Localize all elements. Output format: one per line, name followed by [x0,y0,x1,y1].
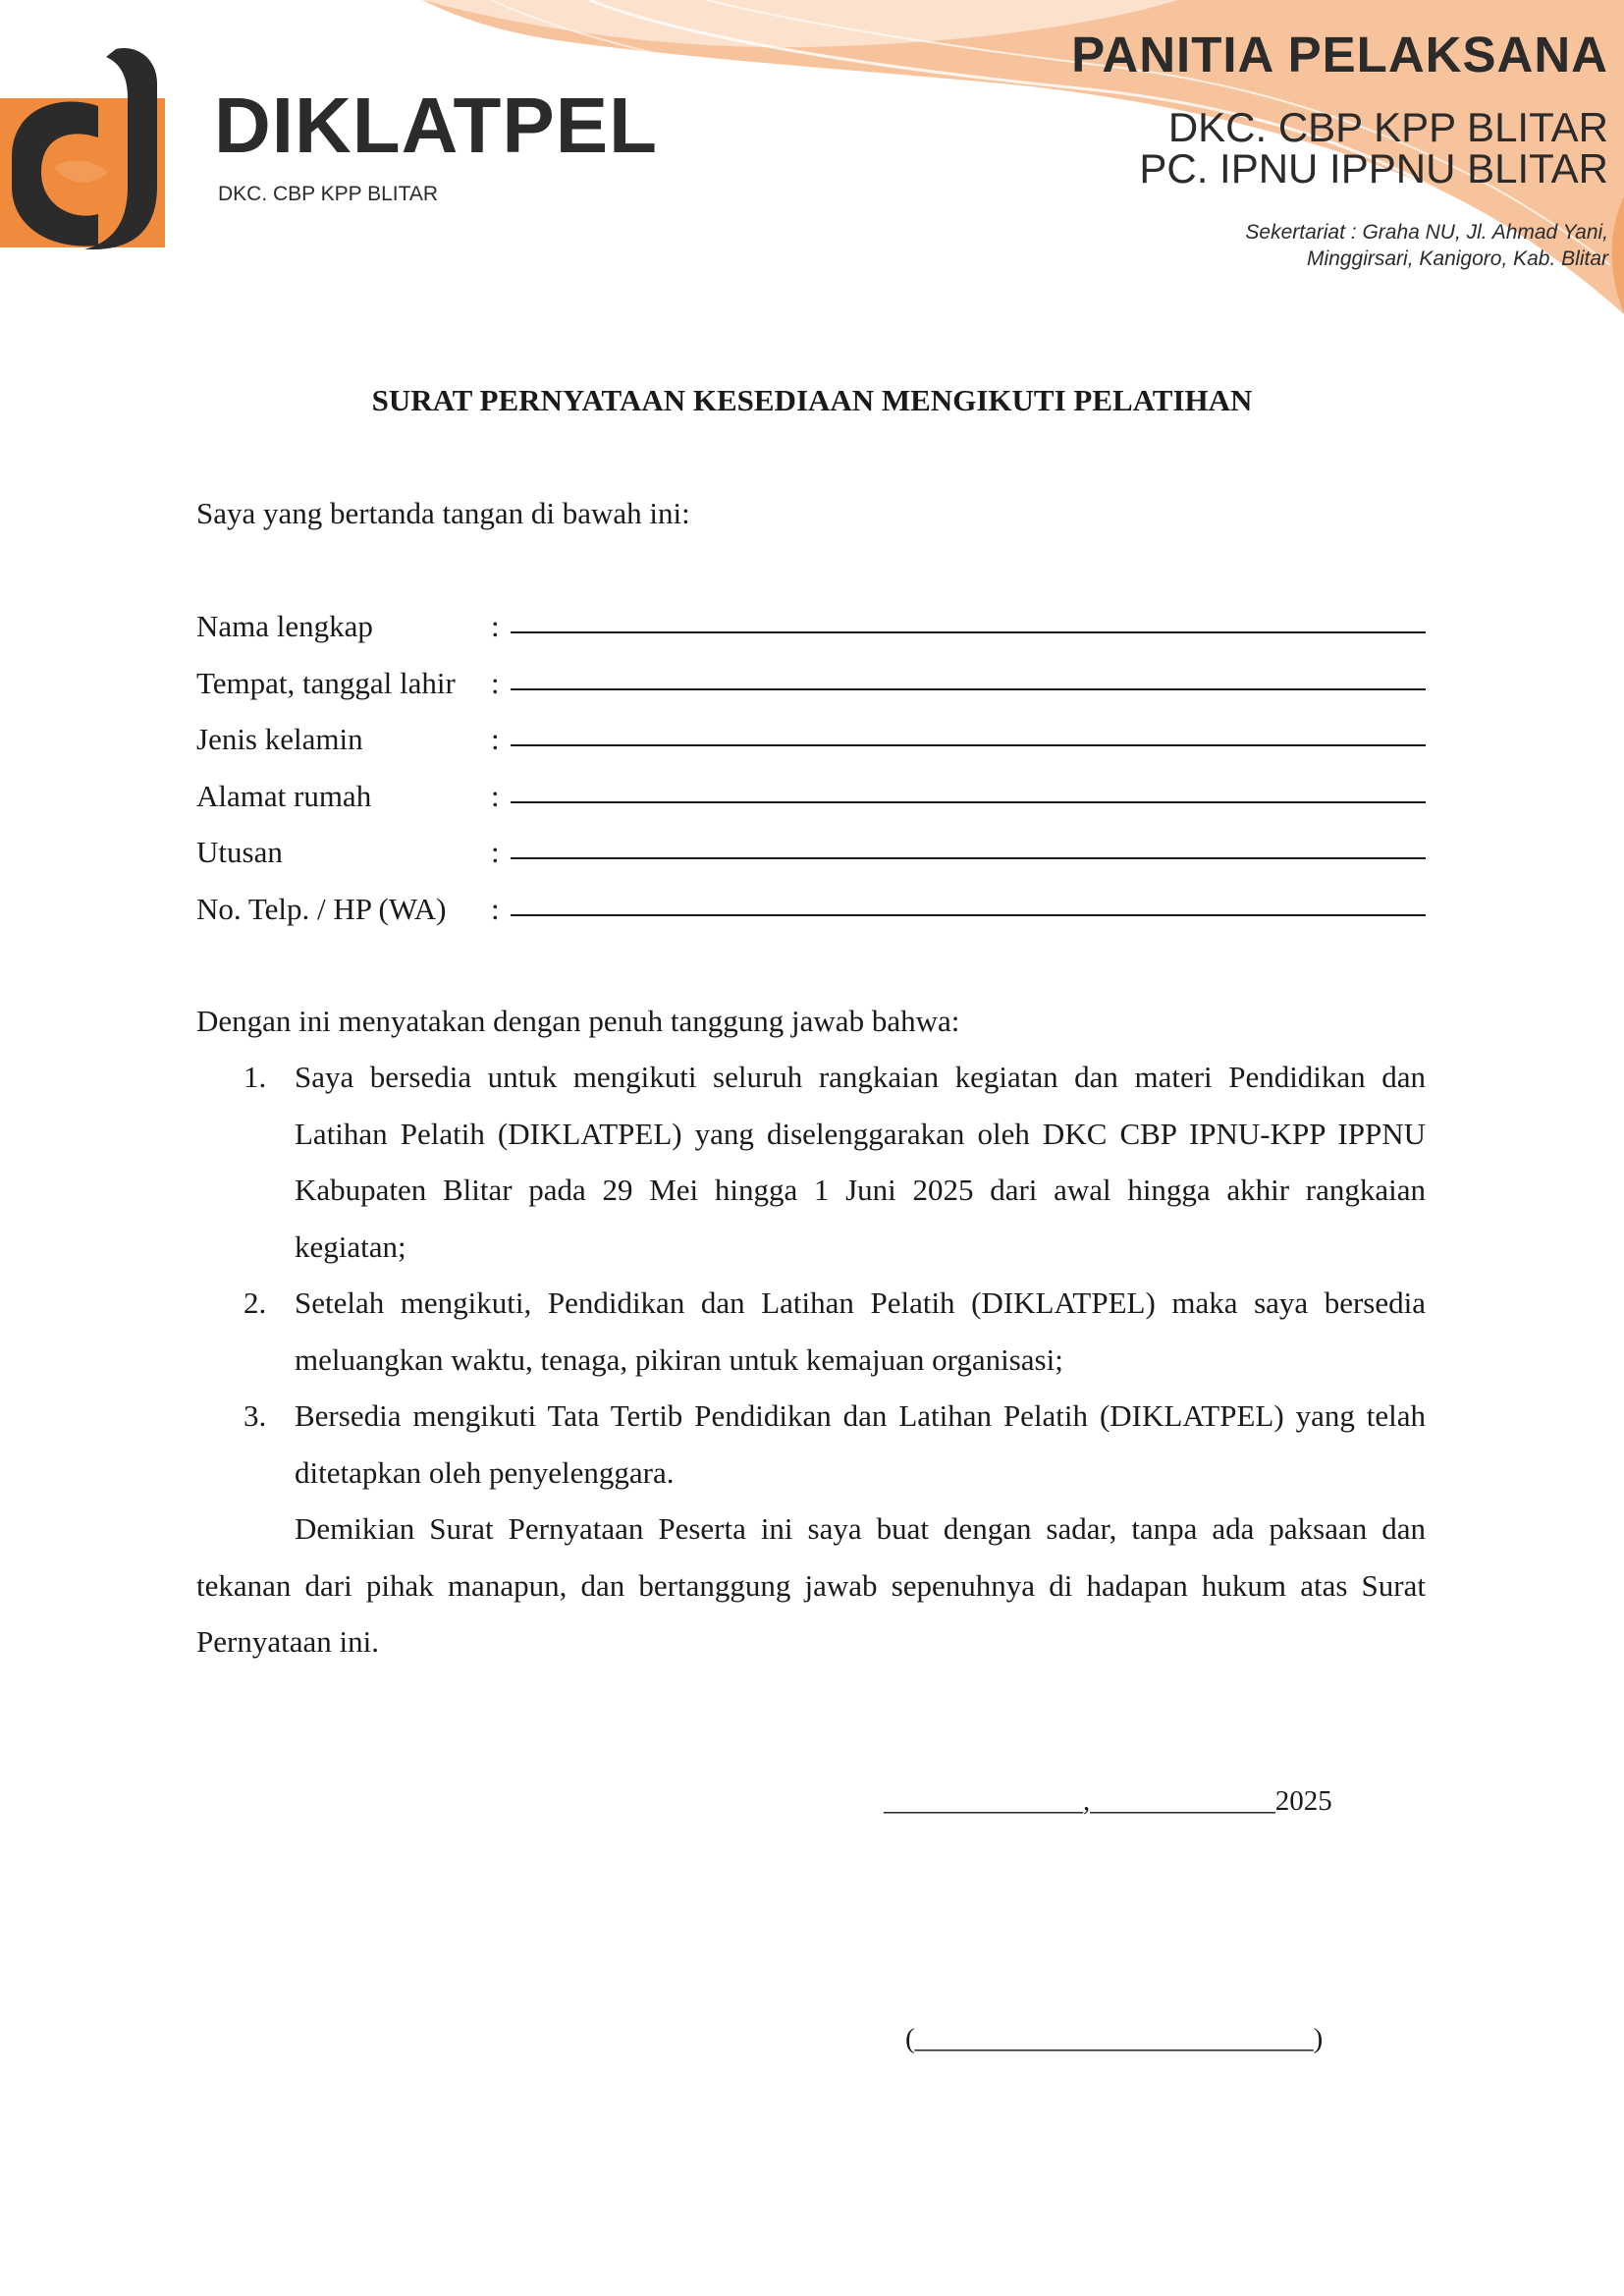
list-item [244,1275,1426,1388]
brand-title: DIKLATPEL [214,82,658,169]
field-label: Tempat, tanggal lahir [196,665,456,700]
committee-block [1071,29,1608,273]
field-colon: : [491,722,500,756]
list-item [244,1388,1426,1501]
list-item-number: 2. [244,1285,267,1320]
brand-subtitle: DKC. CBP KPP BLITAR [218,183,439,205]
intro-text: Saya yang bertanda tangan di bawah ini: [196,496,690,530]
field-label: Nama lengkap [196,609,373,643]
declaration-list [244,1049,1426,1501]
field-nama-lengkap [196,598,1426,655]
list-item-text: Setelah mengikuti, Pendidikan dan Latihan Pelatih (DIKLATPEL) maka saya bersedia meluangkan waktu, tenaga, pikiran untuk kemajuan organisasi; [295,1285,1426,1377]
diklatpel-logo-icon [0,39,167,255]
field-colon: : [491,835,500,869]
signature-line[interactable]: (____________________________) [905,2023,1324,2054]
secretariat-address [1071,219,1608,273]
place-date-line[interactable]: ______________,_____________2025 [884,1785,1332,1817]
field-jenis-kelamin [196,711,1426,768]
list-item-text: Saya bersedia untuk mengikuti seluruh rangkaian kegiatan dan materi Pendidikan dan Latihan Pelatih (DIKLATPEL) yang diselenggarakan oleh DKC CBP IPNU-KPP IPPNU Kabupaten Blitar pada 29 Mei hingga 1 Juni 2025 dari awal hingga akhir rangkaian kegiatan; [295,1060,1426,1264]
field-colon: : [491,778,500,813]
field-tempat-tanggal-lahir [196,655,1426,712]
field-colon: : [491,609,500,643]
document-title: SURAT PERNYATAAN KESEDIAAN MENGIKUTI PELATIHAN [371,383,1253,417]
list-item-number: 3. [244,1398,267,1433]
field-blank-line[interactable] [511,598,1426,633]
field-blank-line[interactable] [511,655,1426,690]
field-label: No. Telp. / HP (WA) [196,891,447,926]
list-item-number: 1. [244,1060,267,1094]
list-item [244,1049,1426,1275]
declaration-text: Dengan ini menyatakan dengan penuh tanggung jawab bahwa: [196,1004,960,1038]
identity-fields [196,598,1426,937]
field-blank-line[interactable] [511,881,1426,916]
list-item-text: Bersedia mengikuti Tata Tertib Pendidikan dan Latihan Pelatih (DIKLATPEL) yang telah ditetapkan oleh penyelenggara. [295,1398,1426,1490]
field-blank-line[interactable] [511,768,1426,803]
field-label: Alamat rumah [196,778,372,813]
closing-paragraph: Demikian Surat Pernyataan Peserta ini saya buat dengan sadar, tanpa ada paksaan dan tekanan dari pihak manapun, dan bertanggung jawab sepenuhnya di hadapan hukum atas Surat Pernyataan ini. [196,1511,1426,1659]
address-line-2: Minggirsari, Kanigoro, Kab. Blitar [1307,247,1608,271]
address-line-1: Sekertariat : Graha NU, Jl. Ahmad Yani, [1245,221,1608,244]
field-label: Jenis kelamin [196,722,363,756]
field-colon: : [491,665,500,700]
field-utusan [196,824,1426,881]
field-label: Utusan [196,835,283,869]
field-colon: : [491,891,500,926]
committee-line-1: DKC. CBP KPP BLITAR [1167,104,1608,150]
field-no-telp [196,881,1426,938]
committee-line-2: PC. IPNU IPPNU BLITAR [1139,145,1608,191]
field-blank-line[interactable] [511,824,1426,859]
brand-block [214,82,658,206]
committee-title: PANITIA PELAKSANA [1071,27,1608,82]
field-blank-line[interactable] [511,711,1426,746]
field-alamat-rumah [196,768,1426,825]
